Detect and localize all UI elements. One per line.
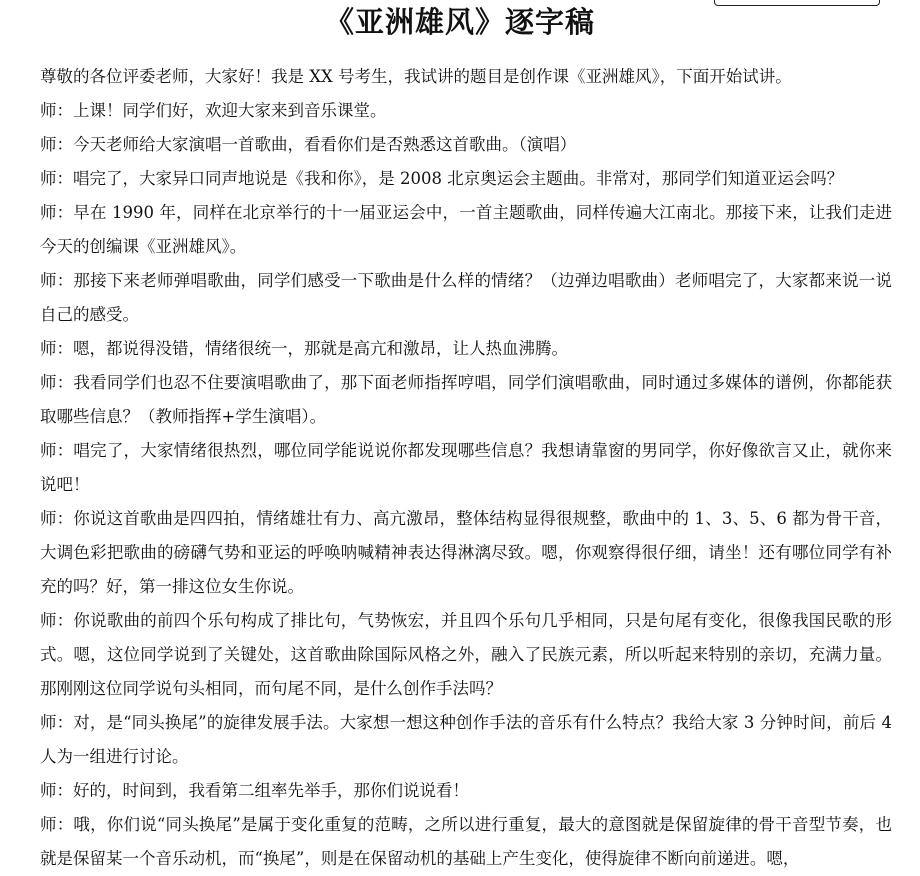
paragraph: 师：好的，时间到，我看第二组率先举手，那你们说说看！ <box>40 781 469 800</box>
paragraph: 师：那接下来老师弹唱歌曲，同学们感受一下歌曲是什么样的情绪？（边弹边唱歌曲）老师唱完了，大家都来说一说自己的感受。 <box>40 271 892 324</box>
paragraph: 师：今天老师给大家演唱一首歌曲，看看你们是否熟悉这首歌曲。（演唱） <box>40 135 577 154</box>
paragraph: 师：我看同学们也忍不住要演唱歌曲了，那下面老师指挥哼唱，同学们演唱歌曲，同时通过多媒体的谱例，你都能获取哪些信息？（教师指挥+学生演唱）。 <box>40 373 892 426</box>
paragraph: 师：上课！同学们好，欢迎大家来到音乐课堂。 <box>40 101 387 120</box>
paragraph: 尊敬的各位评委老师，大家好！我是 XX 号考生，我试讲的题目是创作课《亚洲雄风》，下面开始试讲。 <box>40 67 792 86</box>
paragraph: 师：唱完了，大家异口同声地说是《我和你》，是 2008 北京奥运会主题曲。非常对，那同学们知道亚运会吗？ <box>40 169 844 188</box>
paragraph: 师：你说这首歌曲是四四拍，情绪雄壮有力、高亢激昂，整体结构显得很规整，歌曲中的 1、3、5、6 都为骨干音，大调色彩把歌曲的磅礴气势和亚运的呼唤呐喊精神表达得淋漓尽致。嗯，你观察得很仔细，请坐！还有哪位同学有补充的吗？好，第一排这位女生你说。 <box>40 509 892 596</box>
paragraph: 师：唱完了，大家情绪很热烈，哪位同学能说说你都发现哪些信息？我想请靠窗的男同学，你好像欲言又止，就你来说吧！ <box>40 441 892 494</box>
paragraph: 师：你说歌曲的前四个乐句构成了排比句，气势恢宏，并且四个乐句几乎相同，只是句尾有变化，很像我国民歌的形式。嗯，这位同学说到了关键处，这首歌曲除国际风格之外，融入了民族元素，所以听起来特别的亲切，充满力量。那刚刚这位同学说句头相同，而句尾不同，是什么创作手法吗？ <box>40 611 892 698</box>
document-title: 《亚洲雄风》逐字稿 <box>324 5 595 39</box>
paragraph: 师：哦，你们说“同头换尾”是属于变化重复的范畴，之所以进行重复，最大的意图就是保留旋律的骨干音型节奏，也就是保留某一个音乐动机，而“换尾”，则是在保留动机的基础上产生变化，使得旋律不断向前递进。嗯， <box>40 815 892 868</box>
paragraph: 师：对，是“同头换尾”的旋律发展手法。大家想一想这种创作手法的音乐有什么特点？我给大家 3 分钟时间，前后 4 人为一组进行讨论。 <box>40 713 892 766</box>
document-body <box>40 60 892 876</box>
paragraph: 师：早在 1990 年，同样在北京举行的十一届亚运会中，一首主题歌曲，同样传遍大江南北。那接下来，让我们走进今天的创编课《亚洲雄风》。 <box>40 203 892 256</box>
paragraph: 师：嗯，都说得没错，情绪很统一，那就是高亢和激昂，让人热血沸腾。 <box>40 339 568 358</box>
